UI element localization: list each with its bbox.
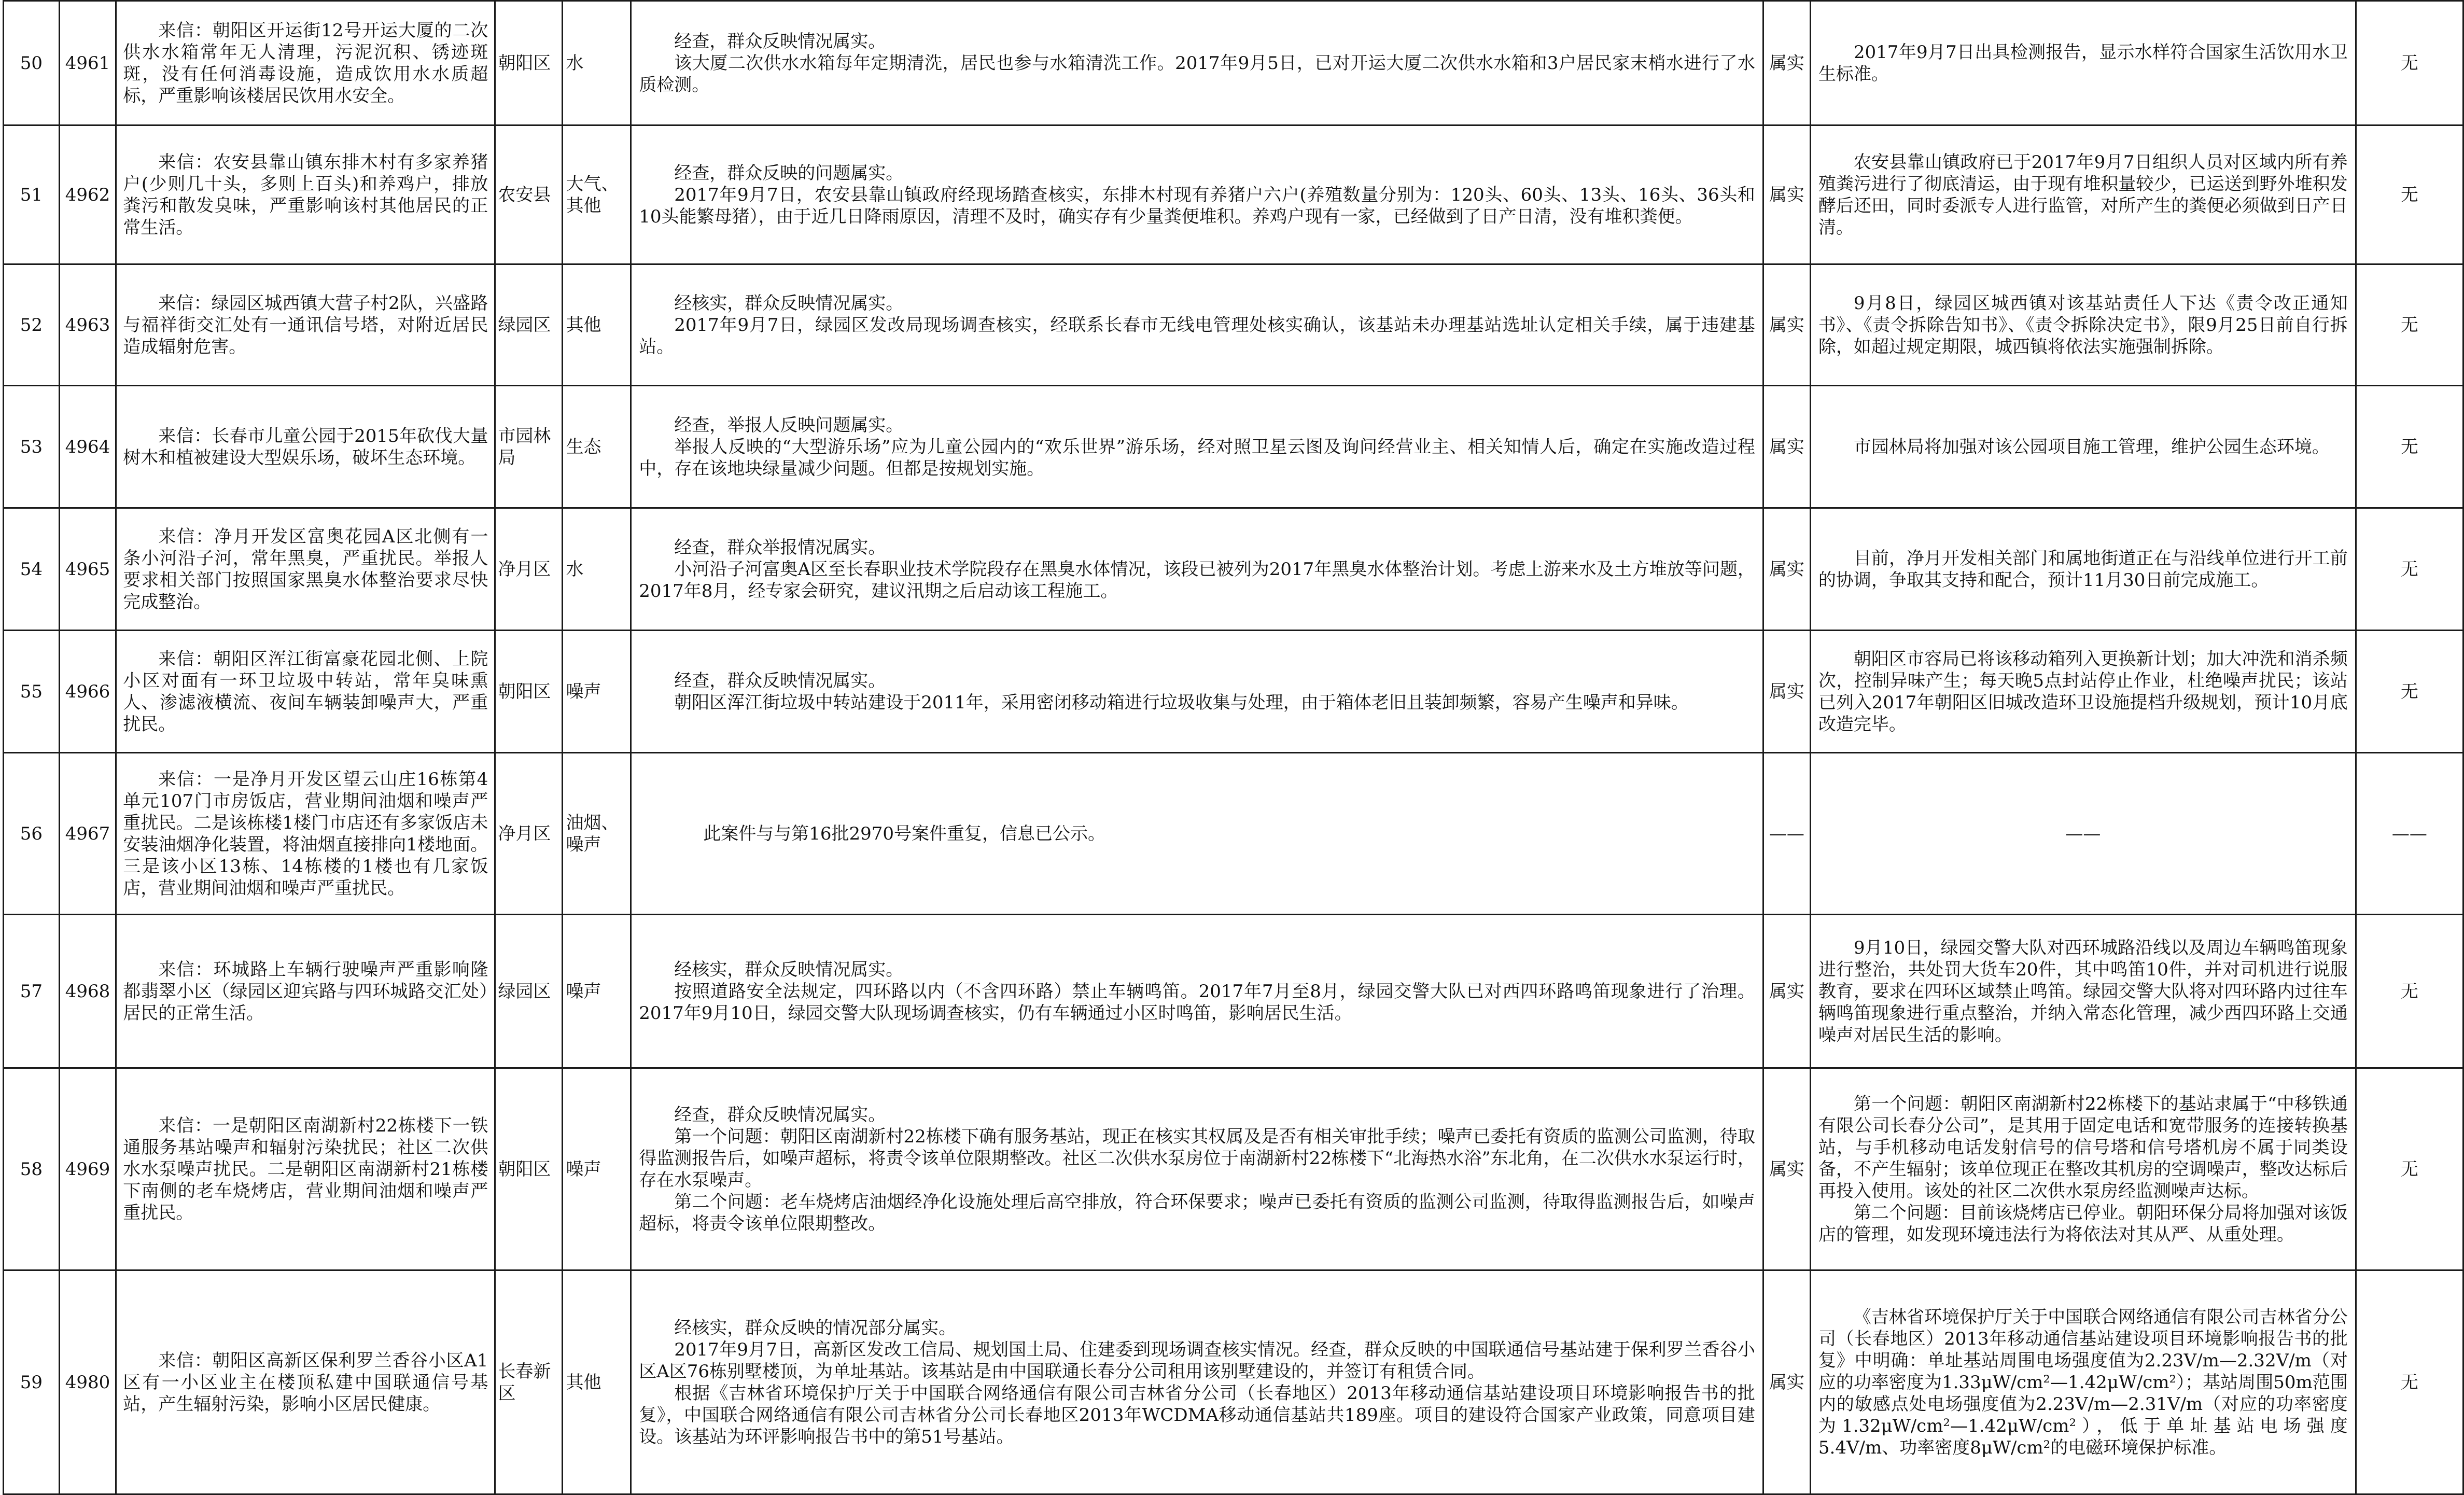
findings-cell	[631, 264, 1763, 386]
district-cell: 朝阳区	[495, 631, 562, 753]
petition-cell	[116, 1068, 495, 1270]
petition-text: 来信：农安县靠山镇东排木村有多家养猪户(少则几十头，多则上百头)和养鸡户，排放粪污和散发臭味，严重影响该村其他居民的正常生活。	[123, 151, 488, 238]
accountability-cell: 无	[2356, 264, 2463, 386]
result-paragraph: 目前，净月开发相关部门和属地街道正在与沿线单位进行开工前的协调，争取其支持和配合，预计11月30日前完成施工。	[1818, 548, 2348, 591]
table-row	[4, 631, 2463, 753]
row-number-cell: 50	[4, 1, 60, 125]
case-id-cell: 4961	[59, 1, 116, 125]
verdict-cell: 属实	[1763, 1270, 1810, 1494]
verdict-cell: 属实	[1763, 508, 1810, 631]
petition-text: 来信：长春市儿童公园于2015年砍伐大量树木和植被建设大型娱乐场，破坏生态环境。	[123, 425, 488, 468]
case-id-cell: 4963	[59, 264, 116, 386]
row-number-cell: 57	[4, 915, 60, 1068]
case-table-body	[4, 1, 2463, 1494]
case-id-cell: 4980	[59, 1270, 116, 1494]
findings-paragraph: 经查，群众反映情况属实。	[674, 1104, 886, 1125]
result-cell	[1810, 631, 2356, 753]
district-cell: 绿园区	[495, 915, 562, 1068]
table-row	[4, 125, 2463, 264]
category-cell: 生态	[562, 386, 631, 508]
result-paragraph: 《吉林省环境保护厅关于中国联合网络通信有限公司吉林省分公司（长春地区）2013年移动通信基站建设项目环境影响报告书的批复》中明确：单址基站周围电场强度值为2.23V/m—2.32V/m（对应的功率密度为1.33μW/cm²—1.42μW/cm²）；基站周围50m范围内的敏感点处电场强度值为2.23V/m—2.31V/m（对应的功率密度为1.32μW/cm²—1.42μW/cm²），低于单址基站电场强度5.4V/m、功率密度8μW/cm²的电磁环境保护标准。	[1818, 1306, 2348, 1458]
findings-paragraph: 此案件与与第16批2970号案件重复，信息已公示。	[703, 823, 1105, 844]
row-number-cell: 54	[4, 508, 60, 631]
category-cell: 水	[562, 508, 631, 631]
category-cell: 大气、其他	[562, 125, 631, 264]
findings-paragraph: 经核实，群众反映的情况部分属实。	[674, 1317, 957, 1338]
district-cell: 绿园区	[495, 264, 562, 386]
findings-paragraph: 朝阳区浑江街垃圾中转站建设于2011年，采用密闭移动箱进行垃圾收集与处理，由于箱体老旧且装卸频繁，容易产生噪声和异味。	[674, 692, 1689, 713]
district-cell: 净月区	[495, 753, 562, 915]
result-paragraph: 第二个问题：目前该烧烤店已停业。朝阳环保分局将加强对该饭店的管理，如发现环境违法行为将依法对其从严、从重处理。	[1818, 1202, 2348, 1245]
findings-paragraph: 举报人反映的“大型游乐场”应为儿童公园内的“欢乐世界”游乐场，经对照卫星云图及询问经营业主、相关知情人后，确定在实施改造过程中，存在该地块绿量减少问题。但都是按规划实施。	[639, 436, 1755, 479]
petition-text: 来信：净月开发区富奥花园A区北侧有一条小河沿子河，常年黑臭，严重扰民。举报人要求相关部门按照国家黑臭水体整治要求尽快完成整治。	[123, 526, 488, 612]
petition-text: 来信：朝阳区高新区保利罗兰香谷小区A1区有一小区业主在楼顶私建中国联通信号基站，产生辐射污染，影响小区居民健康。	[123, 1350, 488, 1415]
verdict-cell: 属实	[1763, 386, 1810, 508]
case-id-cell: 4969	[59, 1068, 116, 1270]
result-cell: ——	[1810, 753, 2356, 915]
table-row	[4, 1, 2463, 125]
findings-paragraph: 经查，群众反映情况属实。	[674, 670, 886, 691]
findings-paragraph: 经核实，群众反映情况属实。	[674, 959, 904, 980]
category-cell: 油烟、噪声	[562, 753, 631, 915]
findings-cell	[631, 753, 1763, 915]
findings-cell	[631, 1068, 1763, 1270]
result-cell	[1810, 386, 2356, 508]
result-paragraph: 9月10日，绿园交警大队对西环城路沿线以及周边车辆鸣笛现象进行整治，共处罚大货车20件，其中鸣笛10件，并对司机进行说服教育，要求在四环区域禁止鸣笛。绿园交警大队将对四环路内过往车辆鸣笛现象进行重点整治，并纳入常态化管理，减少西四环路上交通噪声对居民生活的影响。	[1818, 937, 2348, 1045]
row-number-cell: 56	[4, 753, 60, 915]
findings-paragraph: 小河沿子河富奥A区至长春职业技术学院段存在黑臭水体情况，该段已被列为2017年黑臭水体整治计划。考虑上游来水及土方堆放等问题，2017年8月，经专家会研究，建议汛期之后启动该工程施工。	[639, 558, 1755, 602]
accountability-cell: ——	[2356, 753, 2463, 915]
result-paragraph: 市园林局将加强对该公园项目施工管理，维护公园生态环境。	[1853, 436, 2330, 457]
verdict-cell: 属实	[1763, 915, 1810, 1068]
district-cell: 农安县	[495, 125, 562, 264]
result-cell	[1810, 1, 2356, 125]
findings-cell	[631, 915, 1763, 1068]
accountability-cell: 无	[2356, 125, 2463, 264]
petition-text: 来信：一是朝阳区南湖新村22栋楼下一铁通服务基站噪声和辐射污染扰民；社区二次供水水泵噪声扰民。二是朝阳区南湖新村21栋楼下南侧的老车烧烤店，营业期间油烟和噪声严重扰民。	[123, 1115, 488, 1223]
petition-text: 来信：绿园区城西镇大营子村2队，兴盛路与福祥街交汇处有一通讯信号塔，对附近居民造成辐射危害。	[123, 292, 488, 357]
result-paragraph: 9月8日，绿园区城西镇对该基站责任人下达《责令改正通知书》、《责令拆除告知书》、《责令拆除决定书》，限9月25日前自行拆除，如超过规定期限，城西镇将依法实施强制拆除。	[1818, 292, 2348, 357]
district-cell: 朝阳区	[495, 1068, 562, 1270]
result-paragraph: 朝阳区市容局已将该移动箱列入更换新计划；加大冲洗和消杀频次，控制异味产生；每天晚5点封站停止作业，杜绝噪声扰民；该站已列入2017年朝阳区旧城改造环卫设施提档升级规划，预计10月底改造完毕。	[1818, 648, 2348, 735]
findings-cell	[631, 386, 1763, 508]
findings-paragraph: 第一个问题：朝阳区南湖新村22栋楼下确有服务基站，现正在核实其权属及是否有相关审批手续；噪声已委托有资质的监测公司监测，待取得监测报告后，如噪声超标，将责令该单位限期整改。社区二次供水泵房位于南湖新村22栋楼下“北海热水浴”东北角，在二次供水水泵运行时，存在水泵噪声。	[639, 1126, 1755, 1191]
result-paragraph: 2017年9月7日出具检测报告，显示水样符合国家生活饮用水卫生标准。	[1818, 41, 2348, 85]
findings-paragraph: 经查，群众反映情况属实。	[674, 31, 886, 52]
findings-paragraph: 经查，群众反映的问题属实。	[674, 162, 904, 184]
petition-cell	[116, 264, 495, 386]
petition-cell	[116, 1, 495, 125]
petition-text: 来信：环城路上车辆行驶噪声严重影响隆都翡翠小区（绿园区迎宾路与四环城路交汇处）居民的正常生活。	[123, 959, 488, 1024]
table-row	[4, 386, 2463, 508]
case-id-cell: 4968	[59, 915, 116, 1068]
category-cell: 噪声	[562, 631, 631, 753]
petition-text: 来信：朝阳区开运街12号开运大厦的二次供水水箱常年无人清理，污泥沉积、锈迹斑斑，没有任何消毒设施，造成饮用水水质超标，严重影响该楼居民饮用水安全。	[123, 20, 488, 106]
petition-text: 来信：朝阳区浑江街富豪花园北侧、上院小区对面有一环卫垃圾中转站，常年臭味熏人、渗滤液横流、夜间车辆装卸噪声大，严重扰民。	[123, 648, 488, 735]
district-cell: 净月区	[495, 508, 562, 631]
category-cell: 其他	[562, 264, 631, 386]
case-id-cell: 4965	[59, 508, 116, 631]
table-row	[4, 1068, 2463, 1270]
result-cell	[1810, 915, 2356, 1068]
petition-cell	[116, 125, 495, 264]
accountability-cell: 无	[2356, 915, 2463, 1068]
findings-paragraph: 经核实，群众反映情况属实。	[674, 292, 904, 314]
verdict-cell: 属实	[1763, 1, 1810, 125]
verdict-cell: 属实	[1763, 1068, 1810, 1270]
accountability-cell: 无	[2356, 1068, 2463, 1270]
verdict-cell: 属实	[1763, 125, 1810, 264]
case-id-cell: 4962	[59, 125, 116, 264]
row-number-cell: 59	[4, 1270, 60, 1494]
category-cell: 水	[562, 1, 631, 125]
result-cell	[1810, 125, 2356, 264]
row-number-cell: 52	[4, 264, 60, 386]
table-row	[4, 1270, 2463, 1494]
findings-paragraph: 经查，群众举报情况属实。	[674, 537, 886, 558]
findings-paragraph: 第二个问题：老车烧烤店油烟经净化设施处理后高空排放，符合环保要求；噪声已委托有资质的监测公司监测，待取得监测报告后，如噪声超标，将责令该单位限期整改。	[639, 1191, 1755, 1234]
result-paragraph: 第一个问题：朝阳区南湖新村22栋楼下的基站隶属于“中移铁通有限公司长春分公司”，是其用于固定电话和宽带服务的连接转换基站，与手机移动电话发射信号的信号塔和信号塔机房不属于同类设备，不产生辐射；该单位现正在整改其机房的空调噪声，整改达标后再投入使用。该处的社区二次供水泵房经监测噪声达标。	[1818, 1093, 2348, 1201]
row-number-cell: 58	[4, 1068, 60, 1270]
result-paragraph: 农安县靠山镇政府已于2017年9月7日组织人员对区域内所有养殖粪污进行了彻底清运，由于现有堆积量较少，已运送到野外堆积发酵后还田，同时委派专人进行监管，对所产生的粪便必须做到日产日清。	[1818, 151, 2348, 238]
table-row	[4, 508, 2463, 631]
petition-text: 来信：一是净月开发区望云山庄16栋第4单元107门市房饭店，营业期间油烟和噪声严重扰民。二是该栋楼1楼门市店还有多家饭店未安装油烟净化装置，将油烟直接排向1楼地面。三是该小区13栋、14栋楼的1楼也有几家饭店，营业期间油烟和噪声严重扰民。	[123, 769, 488, 899]
case-id-cell: 4964	[59, 386, 116, 508]
table-row	[4, 915, 2463, 1068]
findings-paragraph: 2017年9月7日，农安县靠山镇政府经现场踏查核实，东排木村现有养猪户六户(养殖数量分别为：120头、60头、13头、16头、36头和10头能繁母猪），由于近几日降雨原因，清理不及时，确实存有少量粪便堆积。养鸡户现有一家，已经做到了日产日清，没有堆积粪便。	[639, 184, 1755, 227]
findings-paragraph: 2017年9月7日，绿园区发改局现场调查核实，经联系长春市无线电管理处核实确认，该基站未办理基站选址认定相关手续，属于违建基站。	[639, 314, 1755, 357]
case-id-cell: 4966	[59, 631, 116, 753]
district-cell: 朝阳区	[495, 1, 562, 125]
findings-paragraph: 按照道路安全法规定，四环路以内（不含四环路）禁止车辆鸣笛。2017年7月至8月，绿园交警大队已对西四环路鸣笛现象进行了治理。2017年9月10日，绿园交警大队现场调查核实，仍有车辆通过小区时鸣笛，影响居民生活。	[639, 981, 1755, 1024]
table-row	[4, 264, 2463, 386]
findings-cell	[631, 508, 1763, 631]
case-table	[3, 0, 2464, 1495]
findings-cell	[631, 125, 1763, 264]
row-number-cell: 55	[4, 631, 60, 753]
row-number-cell: 51	[4, 125, 60, 264]
findings-cell	[631, 631, 1763, 753]
petition-cell	[116, 631, 495, 753]
findings-cell	[631, 1270, 1763, 1494]
verdict-cell: 属实	[1763, 631, 1810, 753]
district-cell: 长春新区	[495, 1270, 562, 1494]
case-id-cell: 4967	[59, 753, 116, 915]
findings-cell	[631, 1, 1763, 125]
petition-cell	[116, 508, 495, 631]
findings-paragraph: 该大厦二次供水水箱每年定期清洗，居民也参与水箱清洗工作。2017年9月5日，已对开运大厦二次供水水箱和3户居民家末梢水进行了水质检测。	[639, 52, 1755, 95]
table-row	[4, 753, 2463, 915]
accountability-cell: 无	[2356, 1, 2463, 125]
verdict-cell: ——	[1763, 753, 1810, 915]
petition-cell	[116, 753, 495, 915]
petition-cell	[116, 386, 495, 508]
petition-cell	[116, 915, 495, 1068]
category-cell: 其他	[562, 1270, 631, 1494]
result-cell	[1810, 264, 2356, 386]
accountability-cell: 无	[2356, 1270, 2463, 1494]
findings-paragraph: 2017年9月7日，高新区发改工信局、规划国土局、住建委到现场调查核实情况。经查，群众反映的中国联通信号基站建于保利罗兰香谷小区A区76栋别墅楼顶，为单址基站。该基站是由中国联通长春分公司租用该别墅建设的，并签订有租赁合同。	[639, 1339, 1755, 1382]
row-number-cell: 53	[4, 386, 60, 508]
petition-cell	[116, 1270, 495, 1494]
district-cell: 市园林局	[495, 386, 562, 508]
category-cell: 噪声	[562, 915, 631, 1068]
verdict-cell: 属实	[1763, 264, 1810, 386]
accountability-cell: 无	[2356, 631, 2463, 753]
category-cell: 噪声	[562, 1068, 631, 1270]
result-cell	[1810, 1068, 2356, 1270]
findings-paragraph: 经查，举报人反映问题属实。	[674, 414, 904, 436]
accountability-cell: 无	[2356, 386, 2463, 508]
findings-paragraph: 根据《吉林省环境保护厅关于中国联合网络通信有限公司吉林省分公司（长春地区）2013年移动通信基站建设项目环境影响报告书的批复》，中国联合网络通信有限公司吉林省分公司长春地区2013年WCDMA移动通信基站共189座。项目的建设符合国家产业政策，同意项目建设。该基站为环评影响报告书中的第51号基站。	[639, 1382, 1755, 1447]
result-cell	[1810, 1270, 2356, 1494]
accountability-cell: 无	[2356, 508, 2463, 631]
result-cell	[1810, 508, 2356, 631]
